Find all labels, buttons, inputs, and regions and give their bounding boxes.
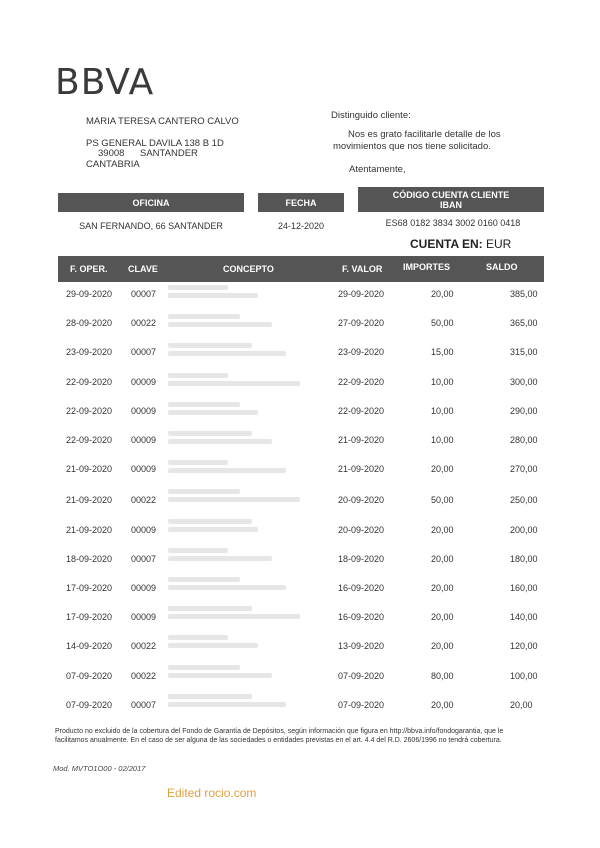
redacted-concept — [168, 665, 240, 670]
row-f-valor: 23-09-2020 — [338, 347, 385, 358]
row-f-valor: 22-09-2020 — [338, 405, 385, 416]
office-header: OFICINA — [58, 193, 244, 212]
row-importe: 50,00 — [431, 495, 454, 506]
row-clave: 00022 — [131, 318, 157, 329]
redacted-concept — [168, 373, 228, 378]
date-header: FECHA — [258, 193, 344, 212]
row-saldo: 250,00 — [510, 495, 538, 506]
row-clave: 00009 — [131, 612, 157, 623]
row-f-oper: 23-09-2020 — [66, 347, 113, 358]
row-clave: 00022 — [131, 641, 157, 652]
table-row — [0, 523, 600, 552]
row-importe: 50,00 — [431, 318, 454, 329]
currency-label: CUENTA EN: — [410, 237, 483, 251]
redacted-concept — [168, 497, 300, 502]
model-code: Mod. MVTO1O00 - 02/2017 — [53, 764, 146, 773]
row-f-oper: 22-09-2020 — [66, 435, 113, 445]
row-saldo: 200,00 — [510, 524, 538, 535]
row-f-valor: 07-09-2020 — [338, 699, 385, 710]
redacted-concept — [168, 606, 252, 611]
row-f-valor: 22-09-2020 — [338, 376, 385, 387]
row-importe: 15,00 — [431, 347, 454, 358]
redacted-concept — [168, 694, 252, 699]
row-f-oper: 07-09-2020 — [66, 670, 113, 681]
row-f-oper: 17-09-2020 — [66, 583, 113, 593]
table-header — [58, 256, 544, 282]
row-f-oper: 14-09-2020 — [66, 641, 113, 652]
row-importe: 10,00 — [431, 435, 454, 445]
table-row — [0, 406, 600, 435]
row-f-valor: 20-09-2020 — [338, 524, 385, 535]
row-clave: 00009 — [131, 524, 157, 535]
row-importe: 20,00 — [431, 289, 454, 299]
row-clave: 00022 — [131, 670, 157, 681]
bbva-logo: BBVA — [55, 62, 155, 103]
table-row — [0, 552, 600, 581]
client-city: SANTANDER — [140, 148, 198, 159]
row-f-oper: 18-09-2020 — [66, 553, 113, 564]
row-f-valor: 21-09-2020 — [338, 435, 385, 445]
client-postal-code: 39008 — [98, 148, 125, 159]
redacted-concept — [168, 410, 258, 415]
row-f-oper: 17-09-2020 — [66, 612, 113, 623]
greeting-line-1: Nos es grato facilitarle detalle de los — [348, 129, 501, 140]
table-row — [0, 435, 600, 464]
client-region: CANTABRIA — [86, 159, 140, 170]
account-value: ES68 0182 3834 3002 0160 0418 — [385, 218, 521, 228]
footer-line-2: facilitamos anualmente. En el caso de ser alguna de las sociedades o entidades previstas en el art. 4.4 del R.D. 2606/1996 no tendrá cobertura. — [55, 737, 502, 744]
row-f-valor: 16-09-2020 — [338, 612, 385, 623]
row-saldo: 290,00 — [510, 405, 538, 416]
col-concepto: CONCEPTO — [223, 264, 274, 274]
table-row — [0, 377, 600, 406]
row-f-oper: 07-09-2020 — [66, 699, 113, 710]
row-f-oper: 21-09-2020 — [66, 495, 113, 506]
row-clave: 00009 — [131, 405, 157, 416]
account-label-1: CÓDIGO CUENTA CLIENTE — [392, 189, 510, 200]
watermark: Edited rocio.com — [167, 786, 257, 800]
row-f-oper: 28-09-2020 — [66, 318, 113, 329]
col-f-oper: F. OPER. — [70, 264, 108, 274]
redacted-concept — [168, 381, 300, 386]
client-address: PS GENERAL DAVILA 138 B 1D — [86, 138, 224, 149]
redacted-concept — [168, 614, 300, 619]
table-row — [0, 669, 600, 698]
redacted-concept — [168, 643, 258, 648]
table-row — [0, 289, 600, 318]
row-importe: 20,00 — [431, 524, 454, 535]
redacted-concept — [168, 431, 252, 436]
redacted-concept — [168, 351, 286, 356]
col-f-valor: F. VALOR — [342, 264, 383, 274]
row-importe: 20,00 — [431, 583, 454, 593]
row-clave: 00009 — [131, 376, 157, 387]
row-importe: 20,00 — [431, 464, 454, 475]
redacted-concept — [168, 548, 228, 553]
row-f-oper: 21-09-2020 — [66, 464, 113, 475]
row-f-valor: 16-09-2020 — [338, 583, 385, 593]
table-row — [0, 698, 600, 727]
currency-line — [410, 237, 511, 251]
row-saldo: 270,00 — [510, 464, 538, 475]
row-saldo: 315,00 — [510, 347, 538, 358]
row-importe: 20,00 — [431, 699, 454, 710]
row-f-valor: 29-09-2020 — [338, 289, 385, 299]
redacted-concept — [168, 585, 286, 590]
redacted-concept — [168, 293, 258, 298]
row-saldo: 20,00 — [510, 699, 533, 710]
greeting-line-2: movimientos que nos tiene solicitado. — [333, 141, 491, 152]
row-clave: 00009 — [131, 583, 157, 593]
table-row — [0, 639, 600, 668]
col-saldo: SALDO — [486, 262, 518, 272]
row-importe: 80,00 — [431, 670, 454, 681]
date-value: 24-12-2020 — [277, 221, 325, 231]
row-importe: 10,00 — [431, 376, 454, 387]
row-importe: 20,00 — [431, 612, 454, 623]
row-f-valor: 20-09-2020 — [338, 495, 385, 506]
redacted-concept — [168, 322, 272, 327]
row-clave: 00007 — [131, 699, 157, 710]
salutation: Distinguido cliente: — [331, 110, 411, 121]
redacted-concept — [168, 314, 240, 319]
account-header — [358, 187, 544, 212]
redacted-concept — [168, 468, 286, 473]
row-f-valor: 27-09-2020 — [338, 318, 385, 329]
row-saldo: 280,00 — [510, 435, 538, 445]
row-f-valor: 13-09-2020 — [338, 641, 385, 652]
redacted-concept — [168, 519, 252, 524]
redacted-concept — [168, 439, 272, 444]
table-row — [0, 610, 600, 639]
col-clave: CLAVE — [128, 264, 158, 274]
client-name: MARIA TERESA CANTERO CALVO — [86, 116, 239, 127]
row-saldo: 180,00 — [510, 553, 538, 564]
redacted-concept — [168, 285, 228, 290]
redacted-concept — [168, 343, 252, 348]
table-body — [0, 289, 600, 709]
row-saldo: 120,00 — [510, 641, 538, 652]
row-f-valor: 21-09-2020 — [338, 464, 385, 475]
footer-line-1: Producto no excluido de la cobertura del Fondo de Garantía de Depósitos, según información que figura en http://bbva.info/fondogarantia, que le — [55, 728, 504, 735]
redacted-concept — [168, 556, 272, 561]
row-f-oper: 29-09-2020 — [66, 289, 113, 299]
row-clave: 00022 — [131, 495, 157, 506]
redacted-concept — [168, 402, 240, 407]
row-saldo: 365,00 — [510, 318, 538, 329]
redacted-concept — [168, 673, 272, 678]
row-clave: 00007 — [131, 347, 157, 358]
row-f-valor: 07-09-2020 — [338, 670, 385, 681]
row-f-oper: 22-09-2020 — [66, 376, 113, 387]
table-row — [0, 493, 600, 522]
col-importes: IMPORTES — [403, 262, 451, 272]
row-f-valor: 18-09-2020 — [338, 553, 385, 564]
office-value: SAN FERNANDO, 66 SANTANDER — [79, 221, 223, 231]
row-saldo: 300,00 — [510, 376, 538, 387]
redacted-concept — [168, 460, 228, 465]
row-clave: 00009 — [131, 435, 157, 445]
row-saldo: 385,00 — [510, 289, 538, 299]
row-importe: 20,00 — [431, 641, 454, 652]
row-clave: 00007 — [131, 289, 157, 299]
row-importe: 10,00 — [431, 405, 454, 416]
redacted-concept — [168, 489, 240, 494]
table-row — [0, 347, 600, 376]
footer-notice — [55, 727, 545, 745]
redacted-concept — [168, 702, 286, 707]
row-f-oper: 22-09-2020 — [66, 405, 113, 416]
redacted-concept — [168, 577, 240, 582]
row-clave: 00009 — [131, 464, 157, 475]
account-label-2: IBAN — [440, 199, 462, 210]
table-row — [0, 318, 600, 347]
row-saldo: 100,00 — [510, 670, 538, 681]
row-clave: 00007 — [131, 553, 157, 564]
closing: Atentamente, — [349, 164, 406, 175]
currency-value: EUR — [486, 237, 512, 251]
redacted-concept — [168, 527, 258, 532]
row-saldo: 160,00 — [510, 583, 538, 593]
row-f-oper: 21-09-2020 — [66, 524, 113, 535]
redacted-concept — [168, 635, 228, 640]
table-row — [0, 464, 600, 493]
row-importe: 20,00 — [431, 553, 454, 564]
row-saldo: 140,00 — [510, 612, 538, 623]
table-row — [0, 581, 600, 610]
